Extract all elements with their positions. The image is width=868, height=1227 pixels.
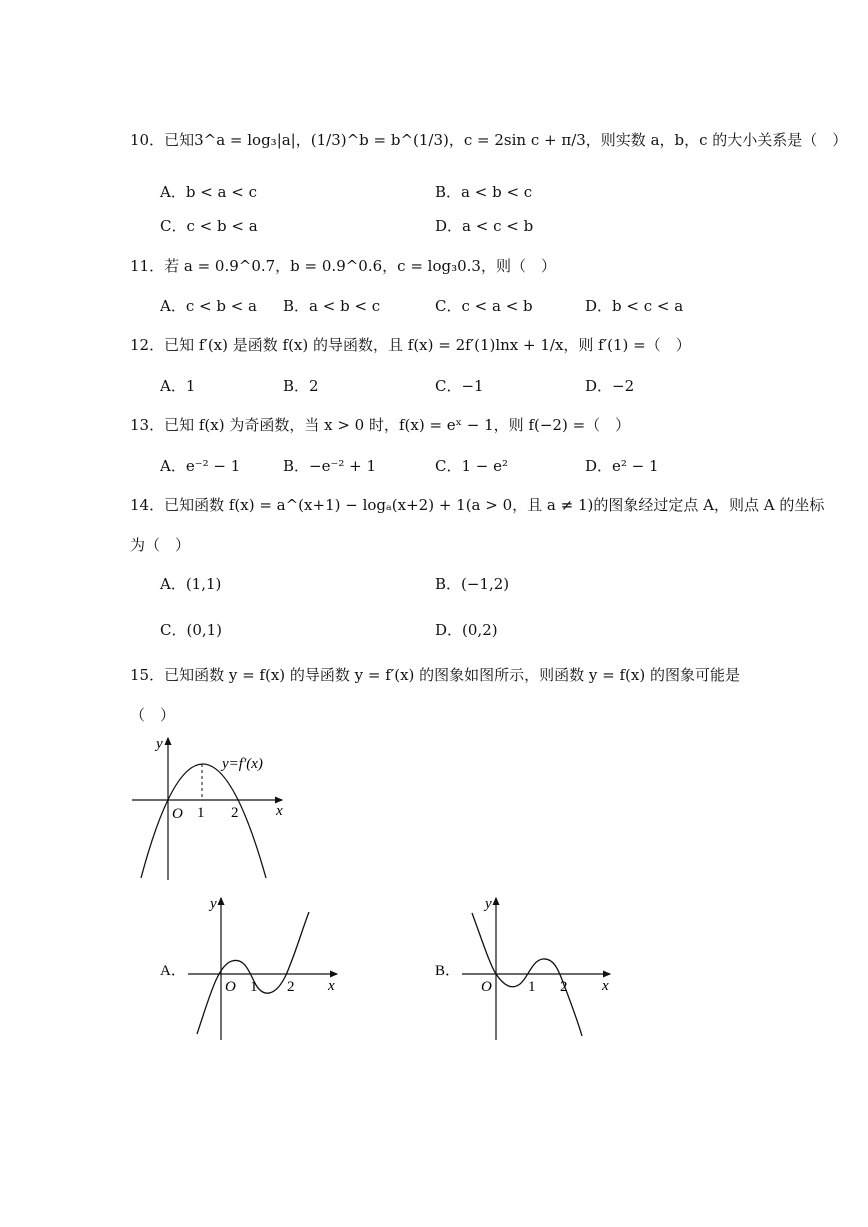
a-option-label: A． [160,963,186,979]
main-tick-2: 2 [231,805,239,821]
b-curve [472,913,582,1036]
question-10-stem: 10．已知3^a = log₃|a|，(1/3)^b = b^(1/3)，c = 2sin c + π/3，则实数 a，b，c 的大小关系是（ ） [130,131,848,149]
q12-option-a: A．1 [160,377,196,395]
question-14-stem-line1: 14．已知函数 f(x) = a^(x+1) − logₐ(x+2) + 1(a > 0，且 a ≠ 1)的图象经过定点 A，则点 A 的坐标 [130,496,825,514]
main-y-label: y [156,736,163,752]
question-15-stem-line2: （ ） [130,706,176,724]
main-curve-label: y=f′(x) [222,756,263,772]
q10-option-b: B．a < b < c [435,183,533,201]
question-12-stem: 12．已知 f′(x) 是函数 f(x) 的导函数，且 f(x) = 2f′(1)lnx + 1/x，则 f′(1) =（ ） [130,336,691,354]
main-x-label: x [276,803,283,819]
derivative-curve [141,764,266,878]
b-option-label: B． [435,963,461,979]
question-13-stem: 13．已知 f(x) 为奇函数，当 x > 0 时，f(x) = eˣ − 1，则 f(−2) =（ ） [130,416,631,434]
a-y-label: y [210,896,217,912]
q10-option-a: A．b < a < c [160,183,257,201]
q12-option-d: D．−2 [585,377,635,395]
a-origin-label: O [225,979,236,995]
q13-option-a: A．e⁻² − 1 [160,457,241,475]
a-tick-1: 1 [250,979,258,995]
q12-option-b: B．2 [283,377,319,395]
question-14-stem-line2: 为（ ） [130,536,191,554]
a-curve [197,912,309,1034]
q14-option-d: D．(0,2) [435,621,498,639]
question-15-stem-line1: 15．已知函数 y = f(x) 的导函数 y = f′(x) 的图象如图所示，则函数 y = f(x) 的图象可能是 [130,666,740,684]
b-tick-2: 2 [560,979,568,995]
main-tick-1: 1 [197,805,205,821]
b-y-label: y [485,896,492,912]
b-tick-1: 1 [528,979,536,995]
q13-option-c: C．1 − e² [435,457,509,475]
q11-option-d: D．b < c < a [585,297,684,315]
main-origin-label: O [172,806,183,822]
q12-option-c: C．−1 [435,377,484,395]
q10-option-d: D．a < c < b [435,217,534,235]
q13-option-b: B．−e⁻² + 1 [283,457,377,475]
q14-option-c: C．(0,1) [160,621,223,639]
a-x-label: x [328,978,335,994]
q10-option-c: C．c < b < a [160,217,258,235]
q14-option-b: B．(−1,2) [435,575,510,593]
q11-option-b: B．a < b < c [283,297,381,315]
b-origin-label: O [481,979,492,995]
b-x-label: x [602,978,609,994]
q11-option-c: C．c < a < b [435,297,533,315]
q14-option-a: A．(1,1) [160,575,222,593]
q13-option-d: D．e² − 1 [585,457,659,475]
question-11-stem: 11．若 a = 0.9^0.7，b = 0.9^0.6，c = log₃0.3，则（ ） [130,257,556,275]
q11-option-a: A．c < b < a [160,297,257,315]
a-tick-2: 2 [287,979,295,995]
